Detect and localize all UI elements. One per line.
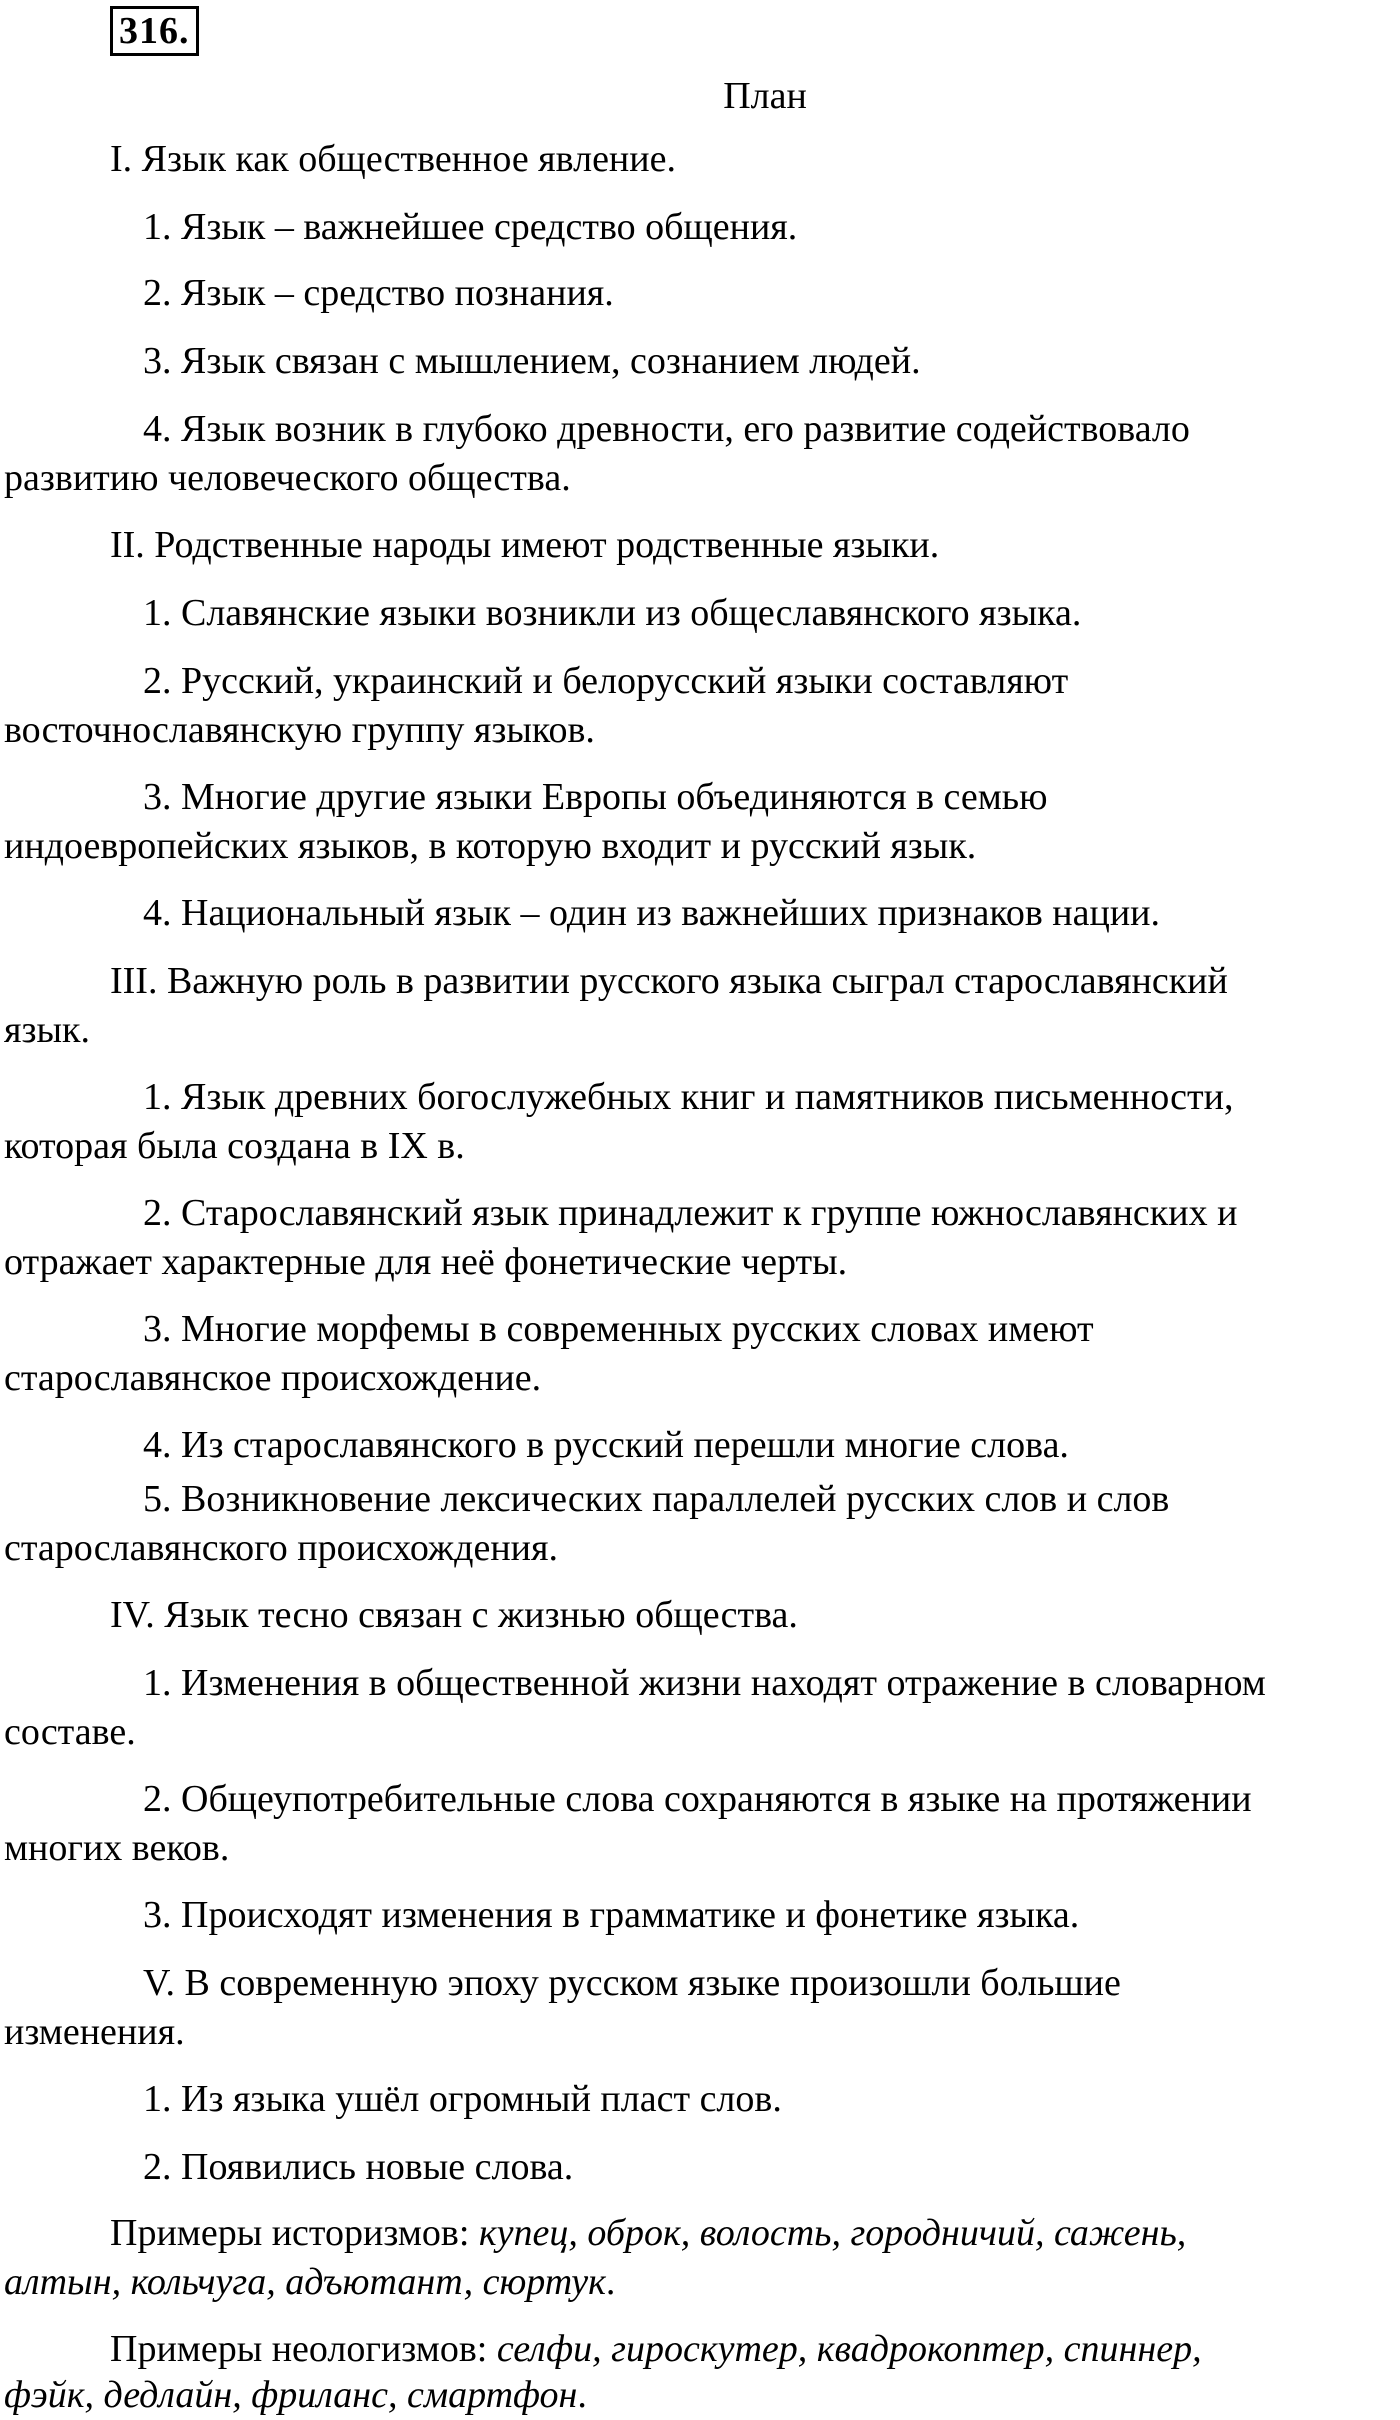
exercise-number-box: 316. bbox=[110, 6, 199, 56]
plan-title: План bbox=[723, 75, 807, 117]
neologisms-list-continuation: фэйк, дедлайн, фриланс, смартфон bbox=[4, 2374, 578, 2416]
list-item: 3. Многие другие языки Европы объединяются в семью bbox=[143, 776, 1048, 818]
section-heading-continuation: изменения. bbox=[4, 2011, 185, 2053]
neologisms-examples bbox=[110, 2324, 1400, 2374]
list-item-continuation: индоевропейских языков, в которую входит и русский язык. bbox=[4, 825, 977, 867]
section-heading-continuation: язык. bbox=[4, 1009, 90, 1051]
list-item-continuation: старославянское происхождение. bbox=[4, 1357, 542, 1399]
historisms-end: . bbox=[605, 2261, 616, 2303]
list-item: 4. Национальный язык – один из важнейших признаков нации. bbox=[143, 892, 1161, 934]
list-item: 2. Русский, украинский и белорусский языки составляют bbox=[143, 660, 1069, 702]
list-item-continuation: которая была создана в IX в. bbox=[4, 1125, 465, 1167]
section-heading: III. Важную роль в развитии русского языка сыграл старославянский bbox=[110, 960, 1228, 1002]
list-item: 2. Язык – средство познания. bbox=[143, 272, 614, 314]
list-item-continuation: восточнославянскую группу языков. bbox=[4, 709, 595, 751]
list-item: 1. Славянские языки возникли из общеславянского языка. bbox=[143, 592, 1082, 634]
neologisms-examples-continuation bbox=[4, 2370, 1400, 2420]
list-item: 2. Старославянский язык принадлежит к группе южнославянских и bbox=[143, 1192, 1238, 1234]
list-item: 3. Язык связан с мышлением, сознанием людей. bbox=[143, 340, 921, 382]
list-item: 2. Появились новые слова. bbox=[143, 2146, 574, 2188]
section-heading: I. Язык как общественное явление. bbox=[110, 138, 676, 180]
neologisms-label: Примеры неологизмов: bbox=[110, 2328, 497, 2370]
list-item-continuation: отражает характерные для неё фонетические черты. bbox=[4, 1241, 848, 1283]
list-item: 5. Возникновение лексических параллелей русских слов и слов bbox=[143, 1478, 1170, 1520]
historisms-list: купец, оброк, волость, городничий, сажень, bbox=[478, 2212, 1187, 2254]
list-item: 3. Происходят изменения в грамматике и фонетике языка. bbox=[143, 1894, 1080, 1936]
historisms-label: Примеры историзмов: bbox=[110, 2212, 479, 2254]
list-item: 3. Многие морфемы в современных русских словах имеют bbox=[143, 1308, 1094, 1350]
list-item-continuation: развитию человеческого общества. bbox=[4, 457, 571, 499]
neologisms-end: . bbox=[577, 2374, 587, 2416]
list-item: 1. Язык древних богослужебных книг и памятников письменности, bbox=[143, 1076, 1234, 1118]
list-item-continuation: многих веков. bbox=[4, 1827, 230, 1869]
list-item: 1. Изменения в общественной жизни находят отражение в словарном bbox=[143, 1662, 1266, 1704]
historisms-examples-continuation bbox=[4, 2257, 1400, 2307]
list-item: 4. Из старославянского в русский перешли многие слова. bbox=[143, 1424, 1069, 1466]
list-item: 1. Язык – важнейшее средство общения. bbox=[143, 206, 798, 248]
list-item-continuation: составе. bbox=[4, 1711, 136, 1753]
section-heading: II. Родственные народы имеют родственные языки. bbox=[110, 524, 940, 566]
historisms-examples bbox=[110, 2208, 1400, 2258]
section-heading: V. В современную эпоху русском языке произошли большие bbox=[143, 1962, 1121, 2004]
list-item-continuation: старославянского происхождения. bbox=[4, 1527, 558, 1569]
historisms-list-continuation: алтын, кольчуга, адъютант, сюртук bbox=[4, 2261, 606, 2303]
list-item: 2. Общеупотребительные слова сохраняются в языке на протяжении bbox=[143, 1778, 1252, 1820]
neologisms-list: селфи, гироскутер, квадрокоптер, спиннер, bbox=[496, 2328, 1202, 2370]
section-heading: IV. Язык тесно связан с жизнью общества. bbox=[110, 1594, 798, 1636]
list-item: 4. Язык возник в глубоко древности, его развитие содействовало bbox=[143, 408, 1190, 450]
list-item: 1. Из языка ушёл огромный пласт слов. bbox=[143, 2078, 782, 2120]
